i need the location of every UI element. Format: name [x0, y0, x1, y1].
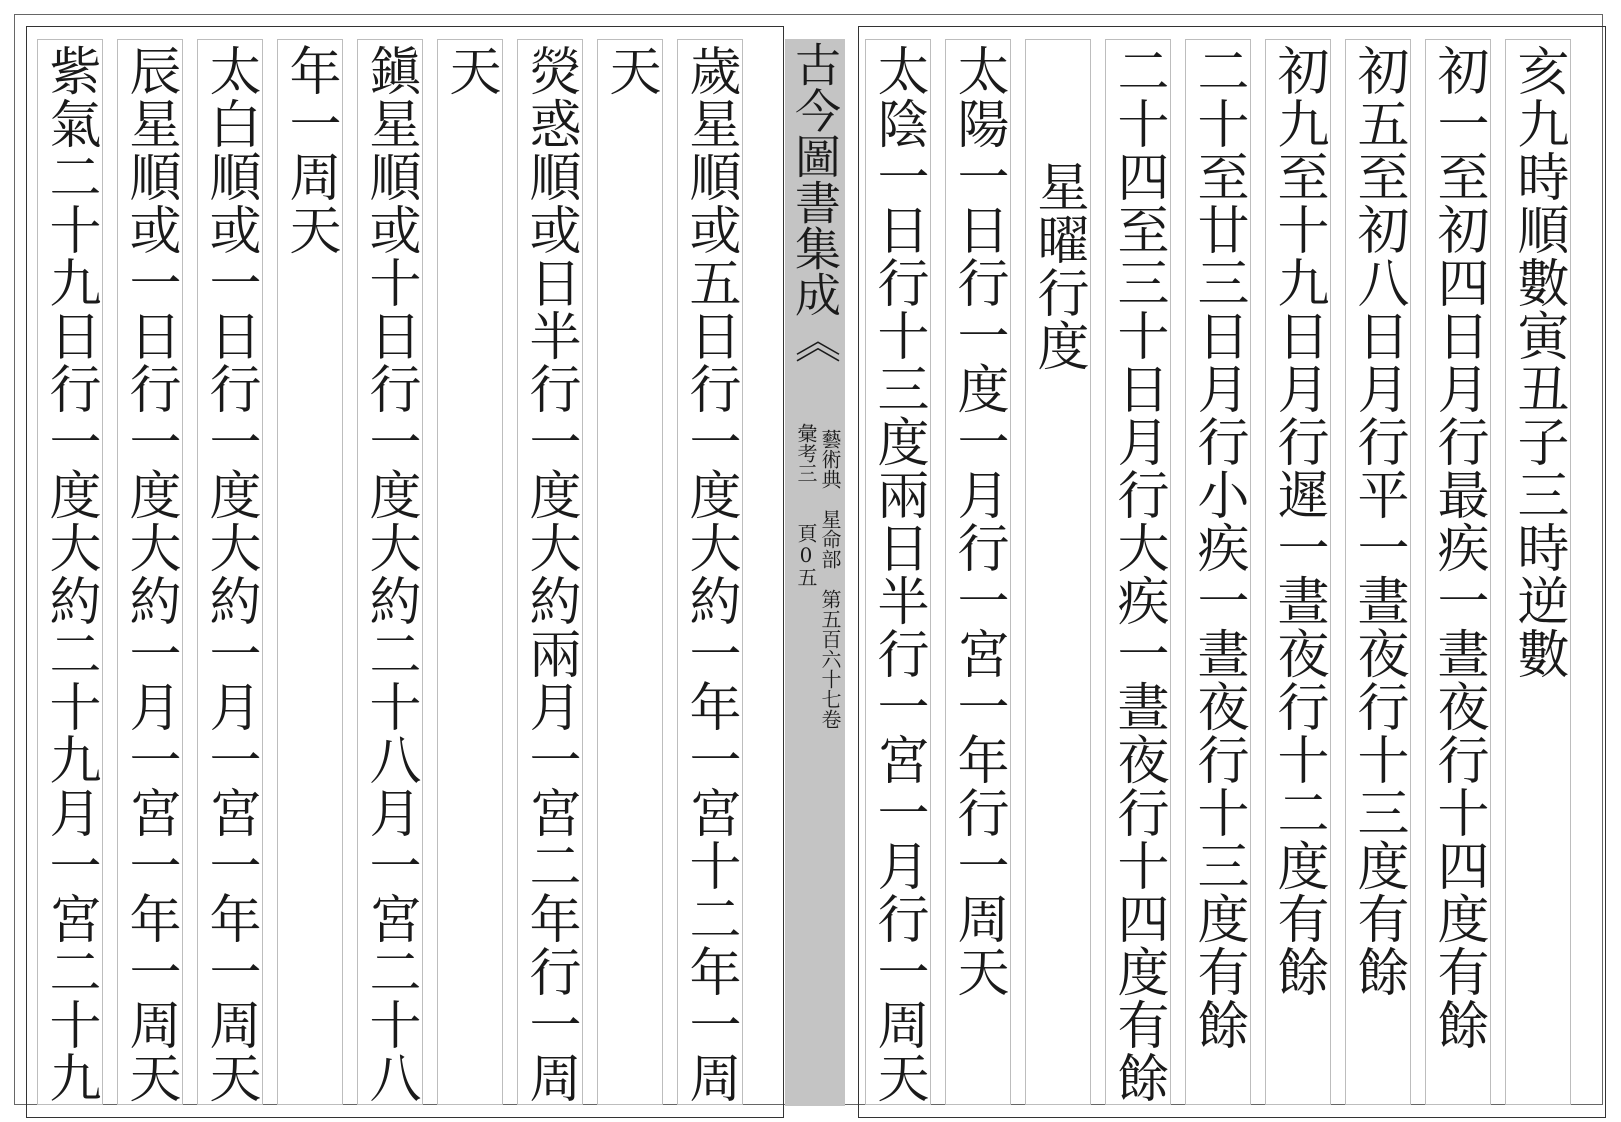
section-heading: 星曜行度 [1028, 160, 1088, 372]
text-column [1265, 39, 1331, 1105]
text-column [1505, 39, 1571, 1105]
text-column [277, 39, 343, 1105]
column-text: 初九至十九日月行遲一晝夜行十二度有餘 [1268, 44, 1328, 998]
subsection-page-label: 彙考三 頁0五 [794, 423, 818, 587]
book-title [787, 41, 843, 363]
book-title-text: 古今圖書集成 [788, 41, 842, 317]
spine-metadata [788, 423, 842, 843]
text-column [357, 39, 423, 1105]
column-text: 初一至初四日月行最疾一晝夜行十四度有餘 [1428, 44, 1488, 1051]
column-text: 年一周天 [280, 44, 340, 256]
text-column [677, 39, 743, 1105]
text-column [37, 39, 103, 1105]
text-column [1425, 39, 1491, 1105]
column-text: 二十四至三十日月行大疾一晝夜行十四度有餘 [1108, 44, 1168, 1104]
column-text: 天 [440, 44, 500, 97]
text-column [117, 39, 183, 1105]
column-text: 天 [600, 44, 660, 97]
column-text: 太白順或一日行一度大約一月一宮一年一周天 [200, 44, 260, 1104]
text-column [597, 39, 663, 1105]
text-column [865, 39, 931, 1105]
column-text: 二十至廿三日月行小疾一晝夜行十三度有餘 [1188, 44, 1248, 1051]
text-column [945, 39, 1011, 1105]
center-spine [785, 39, 845, 1106]
left-page [26, 26, 784, 1118]
text-column [1025, 39, 1091, 1105]
column-text: 歲星順或五日行一度大約一年一宮十二年一周 [680, 44, 740, 1104]
text-column [1185, 39, 1251, 1105]
text-column [517, 39, 583, 1105]
text-column [1345, 39, 1411, 1105]
text-column [1105, 39, 1171, 1105]
section-volume-label: 藝術典 星命部 第五百六十七卷 [818, 429, 842, 729]
text-column [197, 39, 263, 1105]
text-column [437, 39, 503, 1105]
right-page [858, 26, 1606, 1118]
column-text: 亥九時順數寅丑子三時逆數 [1508, 44, 1568, 680]
column-text: 太陰一日行十三度兩日半行一宮一月行一周天 [868, 44, 928, 1104]
fishtail-mark: 《 [788, 317, 842, 363]
column-text: 辰星順或一日行一度大約一月一宮一年一周天 [120, 44, 180, 1104]
column-text: 初五至初八日月行平一晝夜行十三度有餘 [1348, 44, 1408, 998]
column-text: 紫氣二十九日行一度大約二十九月一宮二十九 [40, 44, 100, 1104]
column-text: 太陽一日行一度一月行一宮一年行一周天 [948, 44, 1008, 998]
column-text: 熒惑順或日半行一度大約兩月一宮二年行一周 [520, 44, 580, 1104]
column-text: 鎭星順或十日行一度大約二十八月一宮二十八 [360, 44, 420, 1104]
